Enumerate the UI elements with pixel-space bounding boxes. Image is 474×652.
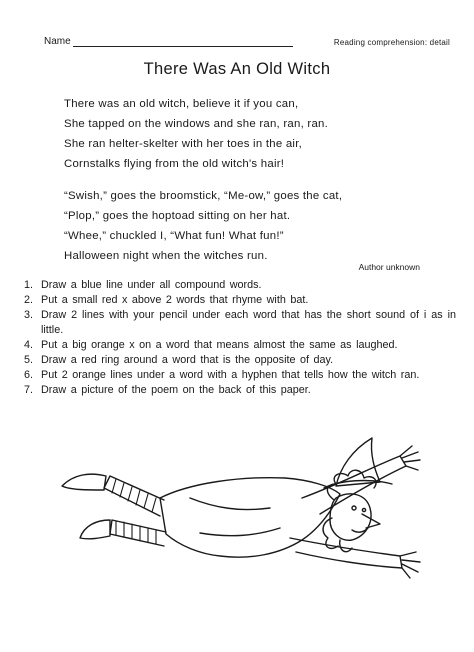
witch-arm [290, 538, 402, 568]
direction-text: Draw a red ring around a word that is the opposite of day. [41, 354, 334, 366]
direction-item [24, 308, 456, 338]
direction-item [24, 293, 456, 308]
direction-text: Draw a blue line under all compound words. [41, 279, 262, 291]
poem-line: “Whee,” chuckled I, “What fun! What fun!” [64, 230, 284, 242]
direction-number: 2. [24, 294, 34, 306]
name-field-row [44, 36, 293, 47]
witch-hand [400, 552, 420, 578]
direction-text: Put 2 orange lines under a word with a hyphen that tells how the witch ran. [41, 369, 420, 381]
stocking-stripes [112, 479, 156, 544]
poem-line: Halloween night when the witches run. [64, 250, 268, 262]
witch-shoe [80, 520, 110, 539]
direction-number: 3. [24, 309, 34, 321]
witch-eye [362, 508, 365, 511]
direction-item [24, 368, 456, 383]
robe-fold-line [190, 498, 270, 510]
witch-robe [160, 478, 340, 558]
witch-leg-lower [110, 520, 166, 546]
witch-hair [340, 540, 352, 552]
direction-number: 1. [24, 279, 34, 291]
direction-item [24, 353, 456, 368]
witch-leg-upper [104, 476, 164, 516]
witch-shoe [62, 474, 106, 490]
witch-hat [336, 438, 380, 486]
poem-line: There was an old witch, believe it if you can, [64, 98, 299, 110]
direction-number: 4. [24, 339, 34, 351]
direction-text: Draw a picture of the poem on the back of this paper. [41, 384, 311, 396]
direction-item [24, 383, 456, 398]
skill-label: Reading comprehension: detail [333, 38, 450, 47]
poem-stanza-2 [64, 186, 342, 266]
direction-number: 6. [24, 369, 34, 381]
poem-body [64, 94, 342, 266]
direction-text: Put a small red x above 2 words that rhyme with bat. [41, 294, 309, 306]
poem-line: “Swish,” goes the broomstick, “Me-ow,” goes the cat, [64, 190, 343, 202]
direction-number: 5. [24, 354, 34, 366]
name-blank-line[interactable] [73, 37, 293, 47]
poem-line: She ran helter-skelter with her toes in the air, [64, 138, 303, 150]
direction-item [24, 338, 456, 353]
poem-line: She tapped on the windows and she ran, ran, ran. [64, 118, 329, 130]
poem-line: “Plop,” goes the hoptoad sitting on her hat. [64, 210, 291, 222]
poem-author: Author unknown [358, 262, 420, 272]
direction-text: Put a big orange x on a word that means almost the same as laughed. [41, 339, 398, 351]
direction-item [24, 278, 456, 293]
poem-title: There Was An Old Witch [143, 60, 331, 78]
robe-fold-line [200, 528, 280, 536]
poem-line: Cornstalks flying from the old witch's hair! [64, 158, 285, 170]
flying-witch-illustration [40, 428, 460, 638]
direction-number: 7. [24, 384, 34, 396]
witch-hand [400, 446, 420, 470]
directions-list [24, 278, 456, 398]
direction-text: Draw 2 lines with your pencil under each word that has the short sound of i as in little. [41, 309, 456, 336]
name-label: Name [44, 36, 71, 47]
poem-stanza-1 [64, 94, 342, 174]
witch-eye [352, 506, 356, 510]
